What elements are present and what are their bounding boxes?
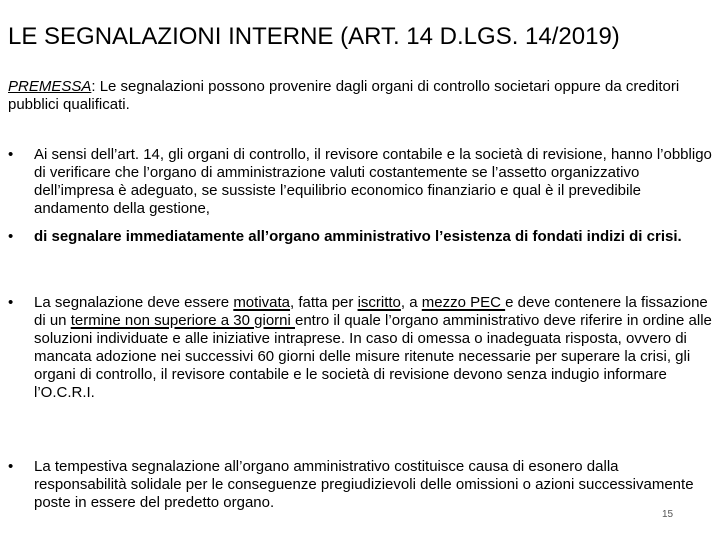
- bullet-icon: •: [8, 146, 14, 163]
- bullet-icon: •: [8, 228, 14, 245]
- premessa-paragraph: [8, 78, 708, 114]
- slide-title: LE SEGNALAZIONI INTERNE (ART. 14 D.LGS. 14/2019): [8, 23, 620, 50]
- underlined-motivata: motivata: [233, 294, 291, 311]
- list-item-1: [8, 146, 712, 218]
- list-item-4-text: La tempestiva segnalazione all’organo amministrativo costituisce causa di esonero dalla responsabilità solidale per le conseguenze pregiudizievoli delle omissioni o azioni successivamente poste in essere del predetto organo.: [34, 458, 694, 511]
- text-segment: entro il quale l’organo amministrativo deve riferire in ordine alle soluzioni individuate e alle iniziative intraprese. In caso di omessa o inadeguata risposta, ovvero di mancata adozione nei successivi 60 giorni delle misure ritenute necessarie per superare la crisi, gli organi di controllo, il revisore contabile e le società di revisione devono senza indugio informare l’O.C.R.I.: [34, 312, 712, 401]
- text-segment: La segnalazione deve essere: [34, 294, 234, 311]
- premessa-text: : Le segnalazioni possono provenire dagli organi di controllo societari oppure da creditori pubblici qualificati.: [8, 78, 680, 113]
- list-item-3: [8, 294, 712, 402]
- list-item-4: [8, 458, 712, 512]
- list-item-2: [8, 228, 712, 246]
- list-item-2-text: di segnalare immediatamente all’organo amministrativo l’esistenza di fondati indizi di crisi.: [34, 228, 682, 245]
- underlined-termine: termine non superiore a 30 giorni: [70, 312, 295, 329]
- list-item-1-text: Ai sensi dell’art. 14, gli organi di controllo, il revisore contabile e la società di revisione, hanno l’obbligo di verificare che l’organo di amministrazione valuti costantemente se l’assetto organizzativo dell’impresa è adeguato, se sussiste l’equilibrio economico finanziario e qual è il prevedibile andamento della gestione,: [34, 146, 712, 217]
- underlined-mezzo-pec: mezzo PEC: [421, 294, 506, 311]
- text-segment: , a: [400, 294, 422, 311]
- bullet-icon: •: [8, 294, 14, 311]
- list-item-3-text: [34, 294, 712, 402]
- premessa-label: PREMESSA: [8, 78, 92, 95]
- page-number: 15: [662, 509, 674, 520]
- bullet-icon: •: [8, 458, 14, 475]
- text-segment: , fatta per: [290, 294, 358, 311]
- text-segment: e deve contenere la fissazione di un: [34, 294, 708, 329]
- underlined-iscritto: iscritto: [357, 294, 401, 311]
